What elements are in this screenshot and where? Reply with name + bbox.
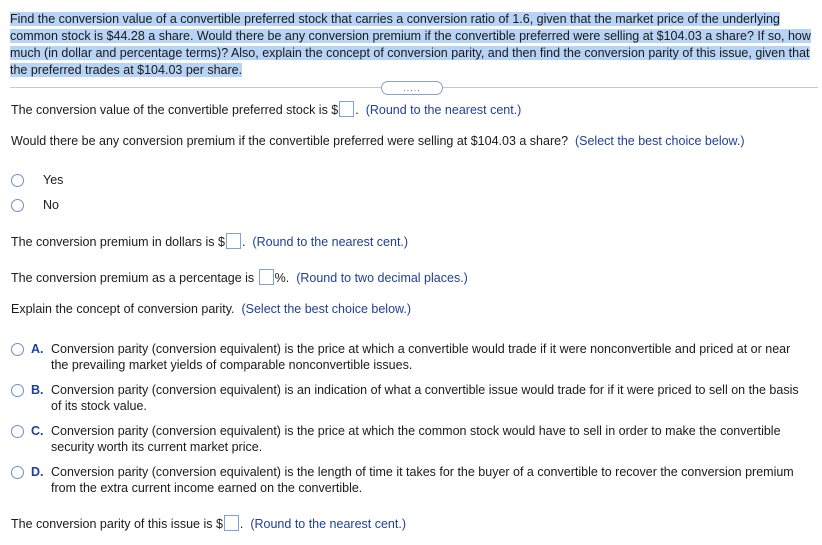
choice-d[interactable] [11, 464, 801, 496]
explain-hint: (Select the best choice below.) [241, 302, 412, 316]
question-text [10, 11, 812, 79]
premium-question-hint: (Select the best choice below.) [574, 134, 745, 148]
premium-percent-suffix: %. [274, 271, 290, 285]
radio-circle-icon[interactable] [11, 384, 24, 397]
choice-text: Conversion parity (conversion equivalent) is an indication of what a convertible issue would trade for if it were priced to sell on the basis of its stock value. [51, 383, 799, 413]
parity-input[interactable] [224, 515, 239, 531]
premium-question-text: Would there be any conversion premium if the convertible preferred were selling at $104.03 a share? [11, 134, 569, 148]
premium-percent-row [11, 269, 468, 286]
choice-b[interactable] [11, 382, 801, 414]
choice-text: Conversion parity (conversion equivalent) is the price at which a convertible would trade if it were nonconvertible and priced at or near the prevailing market yields of comparable nonconvertible issues. [51, 342, 791, 372]
parity-hint: (Round to the nearest cent.) [250, 517, 406, 531]
question-part-1: Find the conversion value of a convertible preferred stock that carries a conversion ratio of [10, 12, 513, 26]
expand-button[interactable]: ..... [381, 81, 443, 95]
selling-price-value: 104.03 [663, 29, 702, 43]
stock-price-value: 44.28 [113, 29, 145, 43]
question-part-4: a share? If so, how much (in dollar and percentage terms)? Also, explain the concept of conversion parity, and then find the conversion parity of this issue, given that the preferred trades at $ [10, 29, 811, 77]
choice-letter: D. [31, 465, 44, 479]
explain-row [11, 301, 411, 317]
conversion-ratio-value: 1.6 [512, 12, 530, 26]
premium-percent-label: The conversion premium as a percentage is [11, 271, 255, 285]
premium-dollars-hint: (Round to the nearest cent.) [252, 235, 409, 249]
premium-dollars-label: The conversion premium in dollars is $ [11, 235, 225, 249]
premium-percent-input[interactable] [259, 269, 274, 285]
radio-circle-icon[interactable] [11, 199, 24, 212]
choice-text: Conversion parity (conversion equivalent) is the length of time it takes for the buyer of a convertible to recover the conversion premium from the extra current income earned on the convertible. [51, 465, 794, 495]
premium-dollars-suffix: . [241, 235, 246, 249]
premium-question-row [11, 133, 745, 149]
option-yes-label: Yes [43, 173, 64, 187]
question-part-5: per share. [182, 63, 243, 77]
radio-circle-icon[interactable] [11, 425, 24, 438]
choice-a[interactable] [11, 341, 801, 373]
option-yes[interactable] [11, 173, 63, 187]
choice-text: Conversion parity (conversion equivalent) is the price at which the common stock would have to sell in order to make the convertible security worth its current market price. [51, 424, 781, 454]
conversion-value-hint: (Round to the nearest cent.) [365, 103, 522, 117]
choice-letter: A. [31, 342, 44, 356]
option-no-label: No [43, 198, 59, 212]
radio-circle-icon[interactable] [11, 343, 24, 356]
premium-dollars-row [11, 233, 408, 250]
parity-label: The conversion parity of this issue is $ [11, 517, 223, 531]
parity-row [11, 515, 406, 532]
premium-dollars-input[interactable] [226, 233, 241, 249]
conversion-value-label: The conversion value of the convertible preferred stock is $ [11, 103, 339, 117]
question-part-3: a share. Would there be any conversion premium if the convertible preferred were selling at $ [144, 29, 664, 43]
option-no[interactable] [11, 198, 59, 212]
trade-price-value: 104.03 [144, 63, 183, 77]
choice-c[interactable] [11, 423, 801, 455]
choice-letter: B. [31, 383, 44, 397]
question-part-2: , given that the market price of the underlying common stock is $ [10, 12, 780, 43]
conversion-value-row [11, 101, 521, 118]
radio-circle-icon[interactable] [11, 174, 24, 187]
parity-suffix: . [239, 517, 244, 531]
explain-text: Explain the concept of conversion parity. [11, 302, 235, 316]
choice-letter: C. [31, 424, 44, 438]
radio-circle-icon[interactable] [11, 466, 24, 479]
conversion-value-suffix: . [355, 103, 359, 117]
premium-percent-hint: (Round to two decimal places.) [296, 271, 468, 285]
conversion-value-input[interactable] [339, 101, 354, 117]
